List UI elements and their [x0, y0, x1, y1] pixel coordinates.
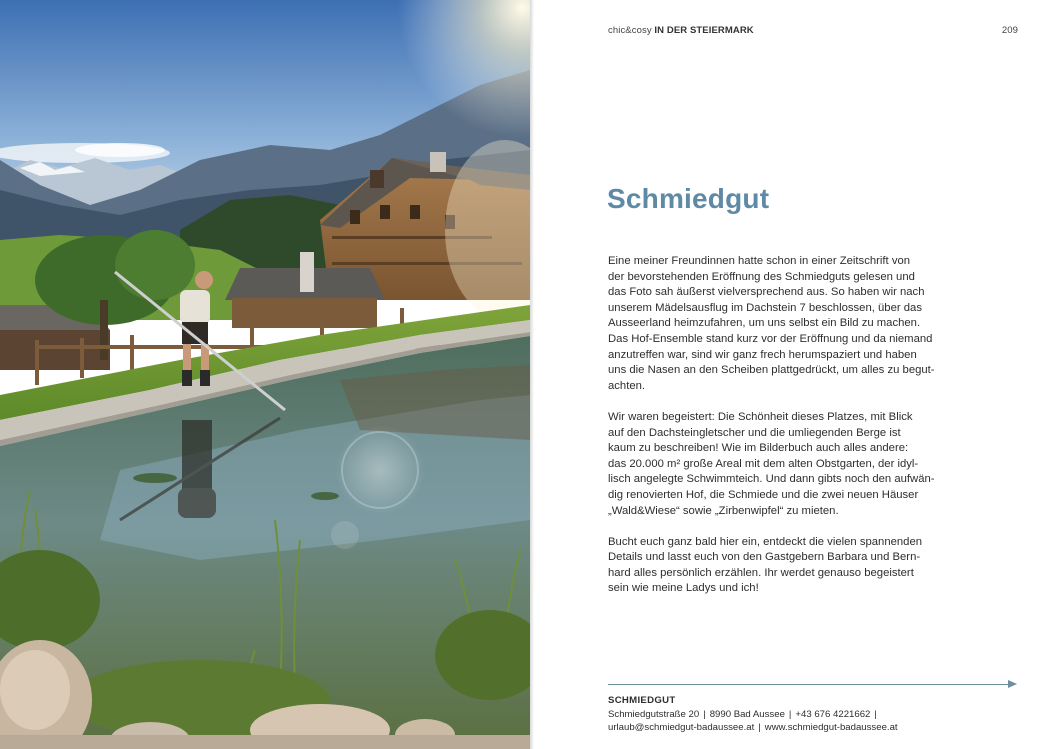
- paragraph-2: [608, 410, 968, 519]
- text-line: „Wald&Wiese“ sowie „Zirbenwipfel“ zu mieten.: [608, 504, 839, 517]
- text-line: dig renovierten Hof, die Schmiede und die zwei neuen Häuser: [608, 488, 919, 501]
- text-line: kaum zu beschreiben! Wie im Bilderbuch auch alles andere:: [608, 442, 909, 455]
- text-line: Das Hof-Ensemble stand kurz vor der Eröffnung und da niemand: [608, 332, 933, 345]
- page-number: 209: [1001, 25, 1018, 36]
- text-line: auf den Dachsteingletscher und die umliegenden Berge ist: [608, 426, 901, 439]
- book-spine: [530, 0, 534, 749]
- contact-city: 8990 Bad Aussee: [709, 708, 785, 720]
- contact-email[interactable]: urlaub@schmiedgut-badaussee.at: [608, 722, 755, 734]
- article-title: Schmiedgut: [607, 183, 770, 214]
- text-line: unserem Mädelsausflug im Dachstein 7 beschlossen, über das: [608, 301, 922, 314]
- text-line: Bucht euch ganz bald hier ein, entdeckt die vielen spannenden: [608, 535, 923, 548]
- text-line: der bevorstehenden Eröffnung des Schmiedguts gelesen und: [608, 270, 915, 283]
- paragraph-3: [608, 535, 968, 597]
- contact-phone[interactable]: +43 676 4221662: [795, 708, 871, 720]
- text-line: lisch angelegte Schwimmteich. Und dann gibts noch den aufwän-: [608, 473, 935, 486]
- divider-rule: [608, 684, 1012, 685]
- text-line: sein wie meine Ladys und ich!: [608, 582, 759, 595]
- text-line: Details und lasst euch von den Gastgebern Barbara und Bern-: [608, 551, 921, 564]
- contact-block: [608, 694, 1028, 735]
- text-line: Wir waren begeistert: Die Schönheit dieses Platzes, mit Blick: [608, 410, 913, 423]
- contact-address: Schmiedgutstraße 20: [608, 708, 700, 720]
- contact-line-2: [608, 721, 1028, 735]
- text-line: Ausseerland heimzufahren, um uns selbst ein Bild zu machen.: [608, 317, 921, 330]
- separator: |: [703, 708, 706, 720]
- text-line: uns die Nasen an den Scheiben plattgedrückt, um alles zu begut-: [608, 364, 935, 377]
- text-line: Eine meiner Freundinnen hatte schon in einer Zeitschrift von: [608, 255, 911, 267]
- separator: |: [758, 722, 761, 734]
- separator: |: [788, 708, 792, 720]
- text-line: achten.: [608, 379, 646, 392]
- article-body: [608, 254, 968, 613]
- header-brand: chic&cosy: [608, 25, 652, 36]
- text-line: hard alles persönlich erzählen. Ihr werdet genauso begeistert: [608, 566, 914, 579]
- text-line: das 20.000 m² große Areal mit dem alten Obstgarten, der idyl-: [608, 457, 919, 470]
- paragraph-1: [608, 254, 968, 394]
- text-line: anzutreffen war, sind wir ganz frech herumspaziert und haben: [608, 348, 917, 361]
- arrow-right-icon: [1008, 680, 1017, 688]
- text-line: das Foto sah äußerst vielversprechend aus. So haben wir nach: [608, 286, 925, 299]
- contact-name: SCHMIEDGUT: [608, 695, 676, 706]
- contact-website[interactable]: www.schmiedgut-badaussee.at: [764, 722, 898, 734]
- running-header: [608, 25, 1018, 39]
- header-region: IN DER STEIERMARK: [654, 25, 754, 36]
- separator: |: [874, 708, 877, 720]
- contact-line-1: [608, 708, 1028, 722]
